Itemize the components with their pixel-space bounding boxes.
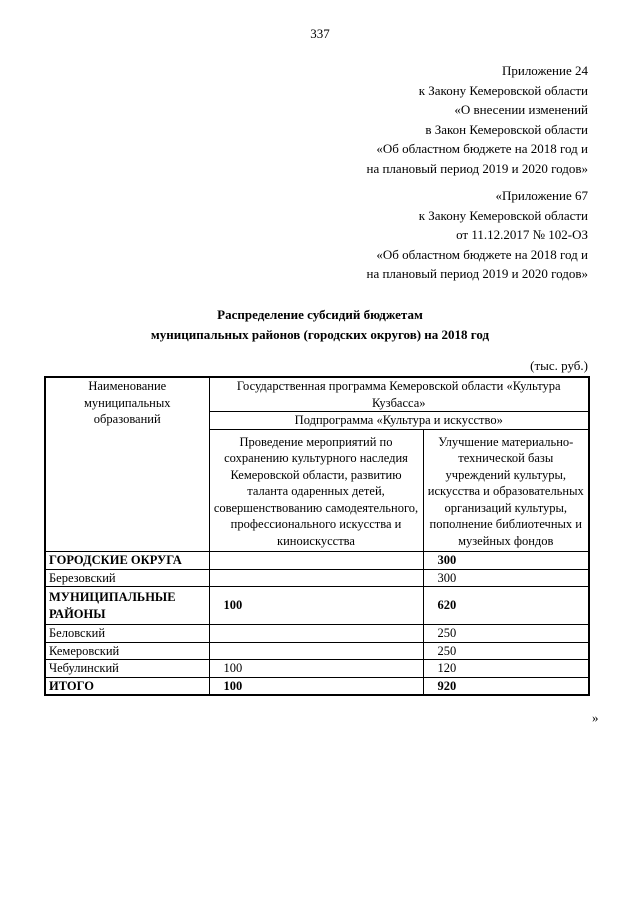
header-col-heritage: Проведение мероприятий по сохранению культурного наследия Кемеровской области, развитию таланта одаренных детей, совершенствованию самодеятельного, профессионального искусства и киноискусства: [209, 429, 423, 552]
row-name: ГОРОДСКИЕ ОКРУГА: [45, 552, 209, 570]
appendix-line: «Об областном бюджете на 2018 год и: [376, 141, 588, 156]
header-subprogram: Подпрограмма «Культура и искусство»: [209, 412, 589, 430]
table-row: [45, 660, 589, 678]
row-value-2: 250: [423, 642, 589, 660]
row-value-1: [209, 642, 423, 660]
row-value-1: [209, 552, 423, 570]
header-name-column: Наименование муниципальных образований: [45, 377, 209, 552]
units-label: (тыс. руб.): [530, 358, 588, 373]
table-row: [45, 587, 589, 625]
row-value-2: 250: [423, 625, 589, 643]
appendix-line: «Об областном бюджете на 2018 год и: [376, 246, 588, 262]
row-name: МУНИЦИПАЛЬНЫЕ РАЙОНЫ: [45, 587, 209, 625]
appendix-line: к Закону Кемеровской области: [418, 207, 588, 223]
document-title: [0, 305, 640, 344]
row-value-2: 300: [423, 552, 589, 570]
header-col-material-base: Улучшение материально-технической базы учреждений культуры, искусства и образовательных организаций культуры, пополнение библиотечных и музейных фондов: [423, 429, 589, 552]
table-row: [45, 569, 589, 587]
row-value-2: 300: [423, 569, 589, 587]
appendix-67-header: [367, 186, 589, 284]
row-value-1: [209, 625, 423, 643]
appendix-24-header: [367, 61, 589, 178]
row-name: Беловский: [45, 625, 209, 643]
header-program: Государственная программа Кемеровской области «Культура Кузбасса»: [209, 377, 589, 412]
table-row: [45, 625, 589, 643]
appendix-line: «О внесении изменений: [454, 102, 588, 117]
row-value-2: 920: [423, 677, 589, 695]
row-name: ИТОГО: [45, 677, 209, 695]
appendix-line: «Приложение 67: [495, 188, 588, 203]
appendix-line: от 11.12.2017 № 102-ОЗ: [456, 227, 588, 242]
row-name: Кемеровский: [45, 642, 209, 660]
row-value-2: 620: [423, 587, 589, 625]
appendix-line: в Закон Кемеровской области: [425, 121, 588, 137]
row-value-2: 120: [423, 660, 589, 678]
row-value-1: 100: [209, 587, 423, 625]
table-row: [45, 642, 589, 660]
appendix-line: на плановый период 2019 и 2020 годов»: [366, 160, 588, 176]
row-name: Чебулинский: [45, 660, 209, 678]
title-line-1: Распределение субсидий бюджетам: [217, 307, 423, 322]
appendix-line: на плановый период 2019 и 2020 годов»: [366, 266, 588, 281]
appendix-line: к Закону Кемеровской области: [418, 82, 588, 98]
page-number: 337: [310, 26, 330, 41]
table-row: [45, 552, 589, 570]
row-value-1: 100: [209, 677, 423, 695]
row-value-1: [209, 569, 423, 587]
row-name: Березовский: [45, 569, 209, 587]
subsidy-table: [44, 376, 590, 696]
closing-quote: »: [592, 710, 599, 725]
title-line-2: муниципальных районов (городских округов) на 2018 год: [150, 326, 490, 342]
appendix-line: Приложение 24: [501, 63, 588, 78]
table-row-total: [45, 677, 589, 695]
row-value-1: 100: [209, 660, 423, 678]
